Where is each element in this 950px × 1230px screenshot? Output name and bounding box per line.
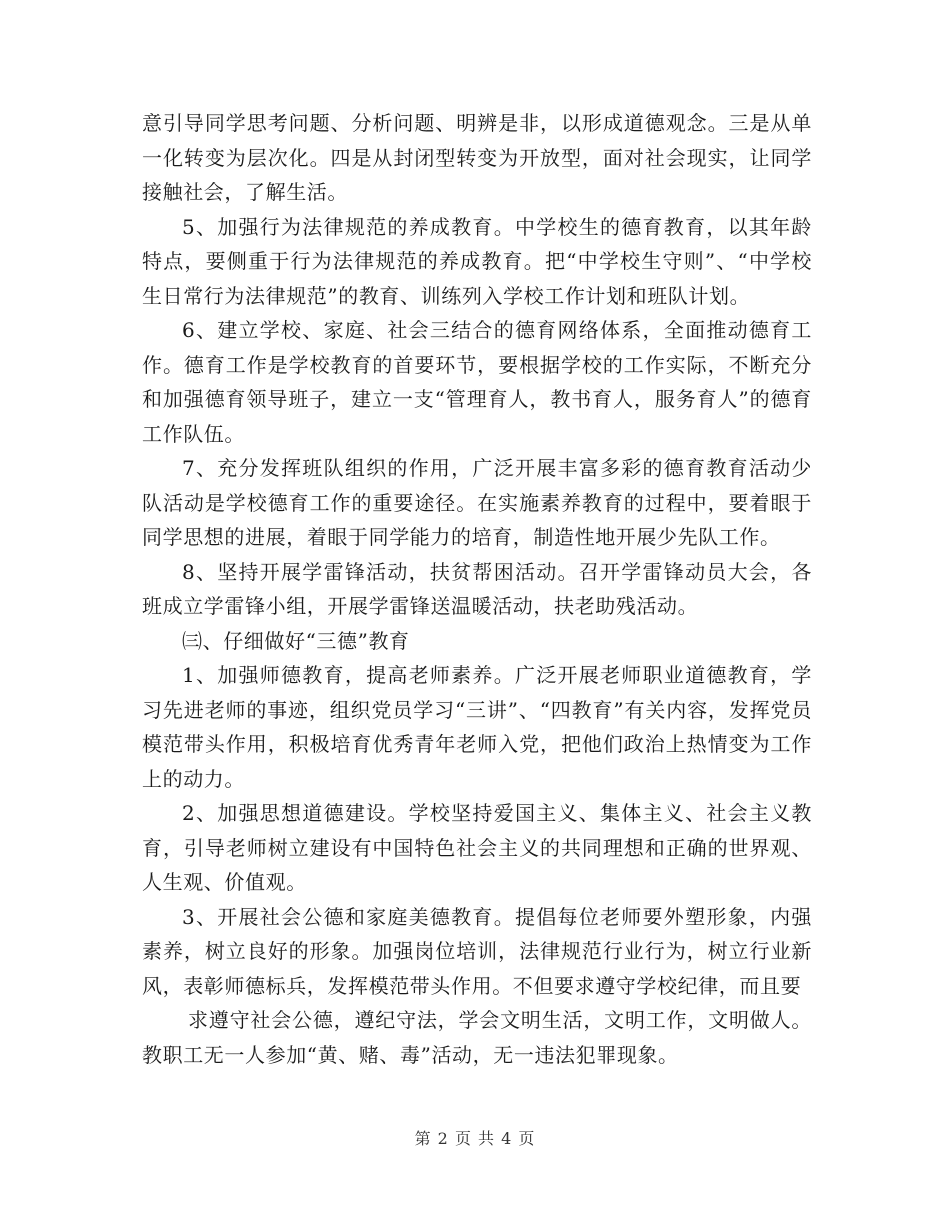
paragraph-1: 意引导同学思考问题、分析问题、明辨是非，以形成道德观念。三是从单一化转变为层次化。四是从封闭型转变为开放型，面对社会现实，让同学接触社会，了解生活。 [142,111,812,204]
section-heading: ㈢、仔细做好“三德”教育 [182,628,410,653]
paragraph-7: 1、加强师德教育，提高老师素养。广泛开展老师职业道德教育，学习先进老师的事迹，组织党员学习“三讲”、“四教育”有关内容，发挥党员模范带头作用，积极培育优秀青年老师入党，把他们政治上热情变为工作上的动力。 [142,663,812,791]
paragraph-10: 求遵守社会公德，遵纪守法，学会文明生活，文明工作，文明做人。教职工无一人参加“黄、赌、毒”活动，无一违法犯罪现象。 [142,1008,812,1067]
paragraph-4: 7、充分发挥班队组织的作用，广泛开展丰富多彩的德育教育活动少队活动是学校德育工作的重要途径。在实施素养教育的过程中，要着眼于同学思想的进展，着眼于同学能力的培育，制造性地开展少先队工作。 [142,456,812,549]
paragraph-2: 5、加强行为法律规范的养成教育。中学校生的德育教育，以其年龄特点，要侧重于行为法律规范的养成教育。把“中学校生守则”、“中学校生日常行为法律规范”的教育、训练列入学校工作计划和班队计划。 [142,214,812,308]
document-body [142,106,812,1072]
paragraph-9: 3、开展社会公德和家庭美德教育。提倡每位老师要外塑形象，内强素养，树立良好的形象。加强岗位培训，法律规范行业行为，树立行业新风，表彰师德标兵，发挥模范带头作用。不但要求遵守学校纪律，而且要 [142,904,812,998]
paragraph-3: 6、建立学校、家庭、社会三结合的德育网络体系，全面推动德育工作。德育工作是学校教育的首要环节，要根据学校的工作实际，不断充分和加强德育领导班子，建立一支“管理育人，教书育人，服务育人”的德育工作队伍。 [142,318,812,446]
paragraph-5: 8、坚持开展学雷锋活动，扶贫帮困活动。召开学雷锋动员大会，各班成立学雷锋小组，开展学雷锋送温暖活动，扶老助残活动。 [142,559,812,618]
page-footer: 第 2 页 共 4 页 [414,1129,536,1148]
paragraph-8: 2、加强思想道德建设。学校坚持爱国主义、集体主义、社会主义教育，引导老师树立建设有中国特色社会主义的共同理想和正确的世界观、人生观、价值观。 [142,801,812,894]
